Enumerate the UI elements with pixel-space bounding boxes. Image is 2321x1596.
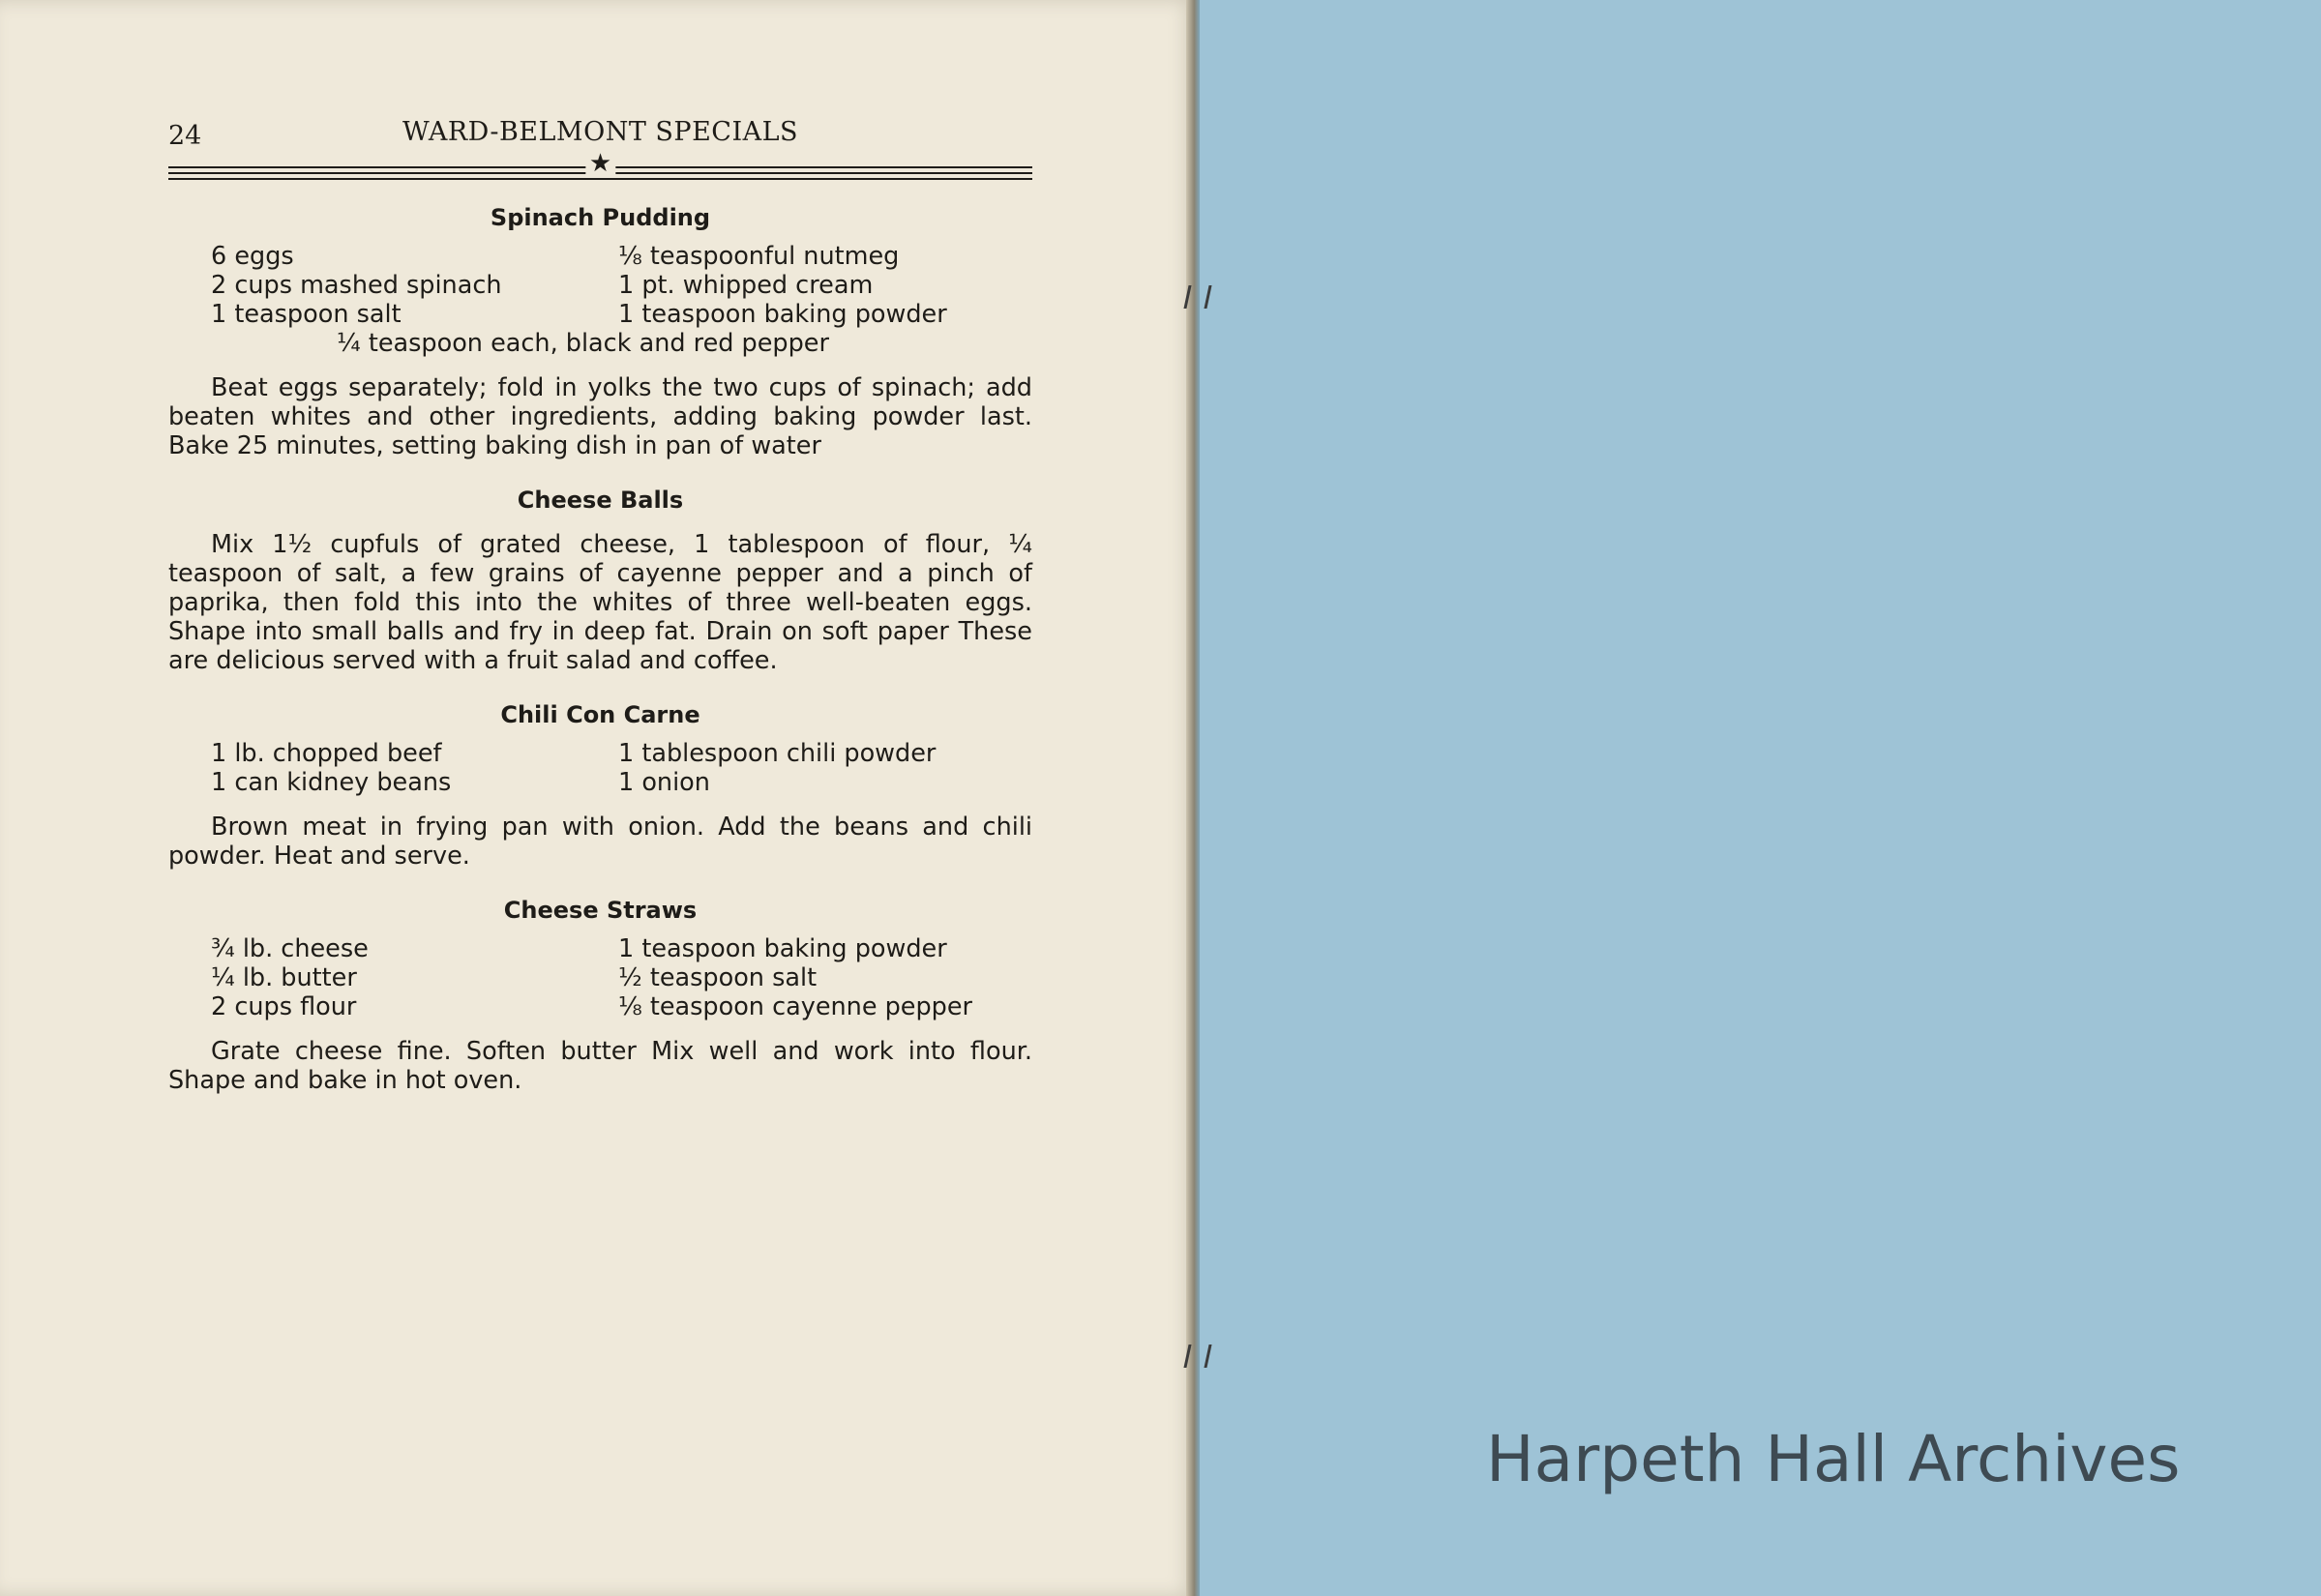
ingredient-row <box>168 271 1032 300</box>
ingredient: 1 can kidney beans <box>211 768 452 797</box>
ingredient: ¾ lb. cheese <box>211 934 369 963</box>
ingredient: ½ teaspoon salt <box>618 963 818 992</box>
ingredient: ⅛ teaspoonful nutmeg <box>618 242 900 271</box>
recipe-directions: Mix 1½ cupfuls of grated cheese, 1 tablespoon of flour, ¼ teaspoon of salt, a few grains of cayenne pepper and a pinch of paprika, then fold this into the whites of three well-beaten eggs. Shape into small balls and fry in deep fat. Drain on soft paper These are delicious served with a fruit salad and coffee. <box>168 530 1032 675</box>
ingredient: 1 teaspoon salt <box>211 300 402 329</box>
recipe-title-chili-con-carne: Chili Con Carne <box>500 701 700 728</box>
ingredient-list <box>168 242 1032 358</box>
ingredient: 1 teaspoon baking powder <box>618 934 947 963</box>
ingredient: 1 teaspoon baking powder <box>618 300 947 329</box>
ingredient-list <box>168 934 1032 1021</box>
ingredient: 6 eggs <box>211 242 294 271</box>
ingredient-row <box>168 963 1032 992</box>
recipe-directions: Beat eggs separately; fold in yolks the two cups of spinach; add beaten whites and other ingredients, adding baking powder last. Bake 25 minutes, setting baking dish in pan of water <box>168 373 1032 460</box>
ingredient-row <box>168 300 1032 329</box>
ingredient: ¼ lb. butter <box>211 963 357 992</box>
running-title: WARD-BELMONT SPECIALS <box>402 117 799 147</box>
ingredient-row <box>168 934 1032 963</box>
recipe-title-cheese-straws: Cheese Straws <box>503 897 698 924</box>
ingredient: ⅛ teaspoon cayenne pepper <box>618 992 973 1021</box>
staple-icon <box>1183 285 1211 309</box>
header-rule <box>168 149 1032 182</box>
ingredient-row <box>168 992 1032 1021</box>
ingredient-row <box>168 768 1032 797</box>
recipe-directions: Grate cheese fine. Soften butter Mix well and work into flour. Shape and bake in hot oven. <box>168 1037 1032 1095</box>
ingredient-row <box>168 242 1032 271</box>
page-number: 24 <box>168 121 202 151</box>
recipe-title-spinach-pudding: Spinach Pudding <box>490 204 711 231</box>
recipe-directions: Brown meat in frying pan with onion. Add the beans and chili powder. Heat and serve. <box>168 813 1032 871</box>
ingredient: 2 cups mashed spinach <box>211 271 502 300</box>
staple-icon <box>1183 1345 1211 1368</box>
ingredient: 1 pt. whipped cream <box>618 271 874 300</box>
star-ornament-icon: ★ <box>585 151 615 176</box>
ingredient: ¼ teaspoon each, black and red pepper <box>337 329 829 358</box>
archive-watermark: Harpeth Hall Archives <box>1486 1422 2181 1496</box>
ingredient: 1 onion <box>618 768 710 797</box>
ingredient: 1 tablespoon chili powder <box>618 739 937 768</box>
recipe-title-cheese-balls: Cheese Balls <box>517 487 684 514</box>
page-content <box>168 118 1032 1095</box>
ingredient-list <box>168 739 1032 797</box>
ingredient: 1 lb. chopped beef <box>211 739 442 768</box>
ingredient: 2 cups flour <box>211 992 357 1021</box>
ingredient-row <box>168 739 1032 768</box>
back-cover <box>1196 0 2321 1596</box>
